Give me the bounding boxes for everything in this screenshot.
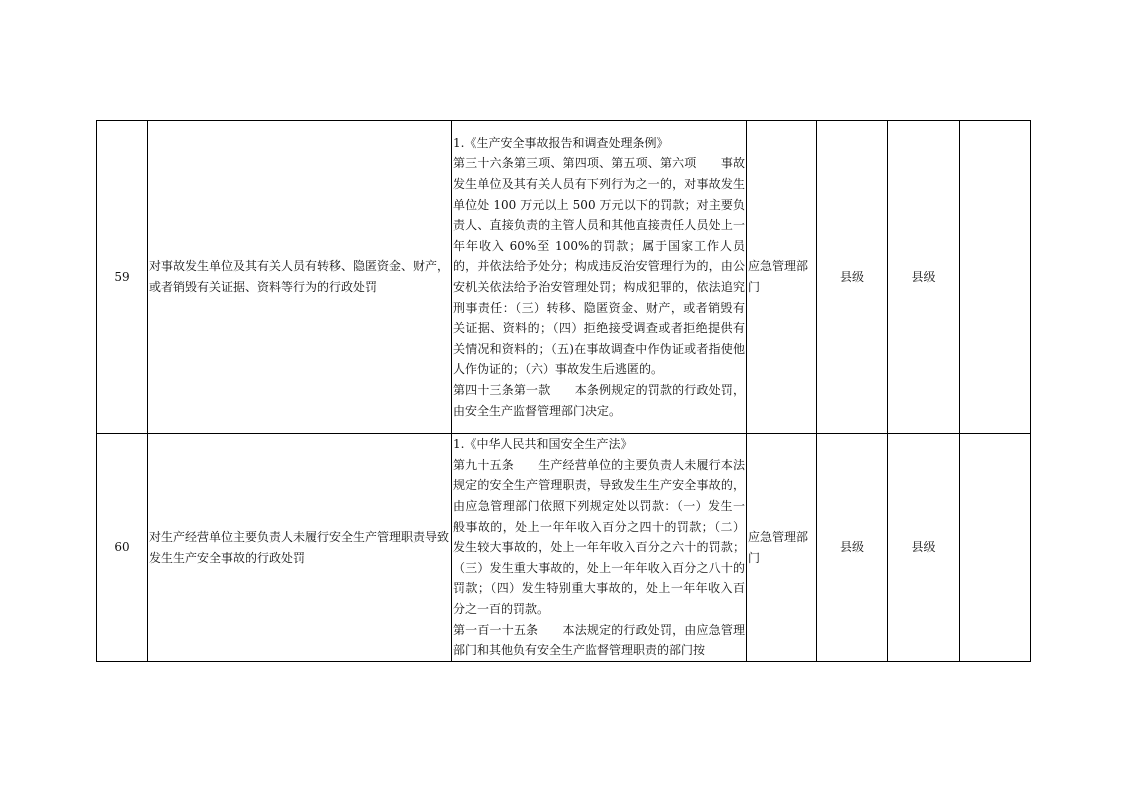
- row-number: 60: [97, 434, 148, 662]
- note-cell: [960, 434, 1031, 662]
- responsible-department: 应急管理部门: [747, 434, 817, 662]
- basis-line: 1.《中华人民共和国安全生产法》: [453, 437, 633, 452]
- basis-line: 1.《生产安全事故报告和调查处理条例》: [453, 135, 669, 150]
- level-cell: 县级: [817, 121, 888, 434]
- enforcement-table: [96, 120, 1031, 662]
- responsible-department: 应急管理部门: [747, 121, 817, 434]
- level-cell: 县级: [817, 434, 888, 662]
- penalty-item: 对生产经营单位主要负责人未履行安全生产管理职责导致发生生产安全事故的行政处罚: [148, 434, 452, 662]
- basis-line: 第一百一十五条 本法规定的行政处罚，由应急管理部门和其他负有安全生产监督管理职责的部门按: [453, 622, 745, 658]
- level-cell: 县级: [888, 121, 960, 434]
- level-cell: 县级: [888, 434, 960, 662]
- legal-basis: [452, 434, 747, 662]
- basis-line: 第九十五条 生产经营单位的主要负责人未履行本法规定的安全生产管理职责，导致发生生产安全事故的，由应急管理部门依照下列规定处以罚款：（一）发生一般事故的，处上一年年收入百分之四十的罚款；（二）发生较大事故的，处上一年年收入百分之六十的罚款；（三）发生重大事故的，处上一年年收入百分之八十的罚款；（四）发生特别重大事故的，处上一年年收入百分之一百的罚款。: [453, 457, 745, 616]
- basis-line: 第三十六条第三项、第四项、第五项、第六项 事故发生单位及其有关人员有下列行为之一的，对事故发生单位处 100 万元以上 500 万元以下的罚款；对主要负责人、直接负责的主管人员和其他直接责任人员处上一年年收入 60%至 100%的罚款；属于国家工作人员的，并依法给予处分；构成违反治安管理行为的，由公安机关依法给予治安管理处罚；构成犯罪的，依法追究刑事责任：（三）转移、隐匿资金、财产，或者销毁有关证据、资料的；（四）拒绝接受调查或者拒绝提供有关情况和资料的；（五)在事故调查中作伪证或者指使他人作伪证的；（六）事故发生后逃匿的。: [453, 156, 745, 377]
- basis-line: 第四十三条第一款 本条例规定的罚款的行政处罚，由安全生产监督管理部门决定。: [453, 382, 745, 418]
- table-row: [97, 121, 1031, 434]
- legal-basis: [452, 121, 747, 434]
- table-row: [97, 434, 1031, 662]
- row-number: 59: [97, 121, 148, 434]
- penalty-item: 对事故发生单位及其有关人员有转移、隐匿资金、财产，或者销毁有关证据、资料等行为的行政处罚: [148, 121, 452, 434]
- note-cell: [960, 121, 1031, 434]
